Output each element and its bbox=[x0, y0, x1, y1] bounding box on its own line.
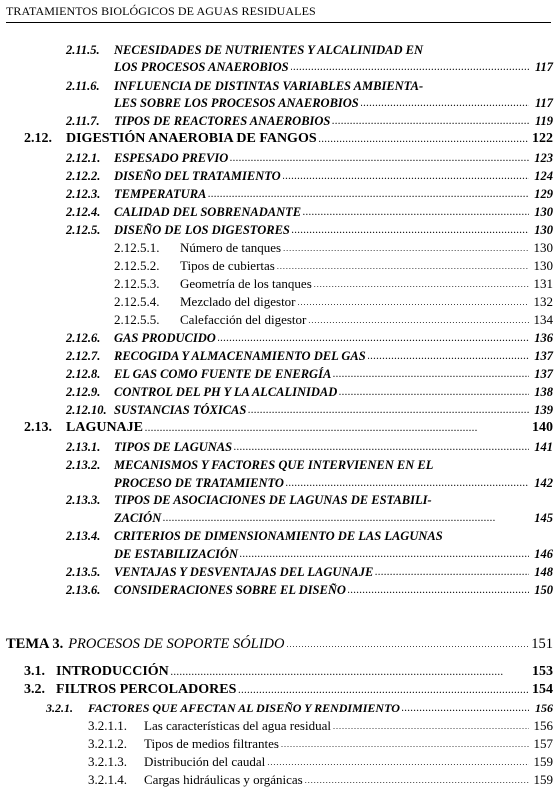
entry-number: 2.12.1. bbox=[66, 151, 101, 165]
entry-title: TIPOS DE REACTORES ANAEROBIOS bbox=[114, 114, 331, 128]
page-number: 140 bbox=[532, 420, 553, 435]
page-number: 122 bbox=[532, 131, 553, 146]
page-number: 130 bbox=[533, 240, 553, 255]
entry-number: 3.2. bbox=[24, 682, 45, 697]
toc-entry-2-12-7[interactable] bbox=[66, 348, 553, 364]
entry-title: SUSTANCIAS TÓXICAS bbox=[114, 403, 247, 417]
dot-leader bbox=[308, 315, 529, 325]
entry-number: 2.13.2. bbox=[66, 458, 101, 472]
page-number: 134 bbox=[533, 312, 553, 327]
dot-leader bbox=[361, 98, 529, 108]
entry-number: 2.12.5.4. bbox=[114, 294, 160, 309]
toc-entry-2-13-1[interactable] bbox=[66, 439, 553, 455]
page-number: 159 bbox=[533, 772, 553, 787]
toc-entry-2-12-3[interactable] bbox=[66, 186, 553, 202]
chapter-label: TEMA 3. bbox=[6, 636, 64, 652]
entry-title: CRITERIOS DE DIMENSIONAMIENTO DE LAS LAGUNAS bbox=[114, 529, 443, 543]
page-number: 132 bbox=[533, 294, 553, 309]
dot-leader bbox=[286, 478, 529, 488]
dot-leader bbox=[375, 567, 529, 577]
dot-leader bbox=[286, 639, 529, 649]
page-number: 117 bbox=[534, 96, 553, 110]
dot-leader bbox=[218, 333, 529, 343]
dot-leader bbox=[319, 134, 529, 144]
entry-number: 2.12. bbox=[24, 131, 52, 146]
header-rule bbox=[6, 22, 551, 23]
entry-title: TEMPERATURA bbox=[114, 187, 207, 201]
entry-title: CONTROL DEL PH Y LA ALCALINIDAD bbox=[114, 385, 338, 399]
page-number: 154 bbox=[532, 682, 553, 697]
entry-title-cont: LES SOBRE LOS PROCESOS ANAEROBIOS bbox=[114, 96, 359, 110]
entry-title: ESPESADO PREVIO bbox=[114, 151, 229, 165]
entry-number: 2.12.9. bbox=[66, 385, 101, 399]
dot-leader bbox=[298, 297, 529, 307]
dot-leader bbox=[230, 153, 529, 163]
toc-entry-2-11-5[interactable] bbox=[66, 42, 530, 58]
toc-entry-2-13-2[interactable] bbox=[66, 457, 530, 473]
entry-title: DISEÑO DEL TRATAMIENTO bbox=[114, 169, 281, 183]
entry-number: 2.12.10. bbox=[66, 403, 107, 417]
entry-title: FACTORES QUE AFECTAN AL DISEÑO Y RENDIMIENTO bbox=[88, 701, 400, 715]
entry-title: CONSIDERACIONES SOBRE EL DISEÑO bbox=[114, 583, 346, 597]
entry-title: GAS PRODUCIDO bbox=[114, 331, 216, 345]
entry-number: 3.2.1.3. bbox=[88, 754, 127, 769]
page-number: 117 bbox=[534, 60, 553, 74]
entry-title-cont: PROCESO DE TRATAMIENTO bbox=[114, 476, 284, 490]
toc-entry-2-13-2-cont[interactable] bbox=[114, 475, 553, 491]
dot-leader bbox=[248, 405, 529, 415]
page-number: 124 bbox=[534, 169, 553, 183]
entry-title: LAGUNAJE bbox=[66, 420, 144, 435]
page-number: 157 bbox=[533, 736, 553, 751]
entry-number: 2.12.5.2. bbox=[114, 258, 160, 273]
entry-title: INTRODUCCIÓN bbox=[56, 664, 169, 679]
toc-entry-2-11-5-cont[interactable] bbox=[114, 59, 553, 75]
dot-leader bbox=[145, 423, 529, 433]
entry-number: 2.13.3. bbox=[66, 493, 101, 507]
entry-title: Distribución del caudal bbox=[144, 754, 266, 769]
toc-entry-2-13-3[interactable] bbox=[66, 492, 530, 508]
entry-title: Tipos de cubiertas bbox=[180, 258, 275, 273]
toc-entry-2-11-6[interactable] bbox=[66, 78, 530, 94]
entry-number: 2.13. bbox=[24, 420, 52, 435]
page-number: 159 bbox=[533, 754, 553, 769]
entry-title: VENTAJAS Y DESVENTAJAS DEL LAGUNAJE bbox=[114, 565, 374, 579]
dot-leader bbox=[332, 116, 529, 126]
entry-title: TIPOS DE LAGUNAS bbox=[114, 440, 233, 454]
page-number: 129 bbox=[534, 187, 553, 201]
page-number: 145 bbox=[534, 511, 553, 525]
toc-entry-2-12-5-2[interactable] bbox=[114, 258, 553, 274]
entry-number: 2.12.3. bbox=[66, 187, 101, 201]
dot-leader bbox=[171, 667, 529, 677]
dot-leader bbox=[402, 703, 529, 713]
toc-entry-3-2-1-2[interactable] bbox=[88, 736, 553, 752]
dot-leader bbox=[333, 369, 529, 379]
dot-leader bbox=[281, 739, 529, 749]
page-number: 153 bbox=[532, 664, 553, 679]
entry-title: DIGESTIÓN ANAEROBIA DE FANGOS bbox=[66, 131, 317, 146]
toc-entry-2-12[interactable] bbox=[24, 131, 553, 147]
page-number: 141 bbox=[534, 440, 553, 454]
dot-leader bbox=[267, 757, 529, 767]
entry-title: CALIDAD DEL SOBRENADANTE bbox=[114, 205, 302, 219]
entry-title-cont: LOS PROCESOS ANAEROBIOS bbox=[114, 60, 289, 74]
entry-number: 2.12.8. bbox=[66, 367, 101, 381]
toc-entry-2-12-5-5[interactable] bbox=[114, 312, 553, 328]
page-number: 150 bbox=[534, 583, 553, 597]
toc-entry-2-12-5-4[interactable] bbox=[114, 294, 553, 310]
page-number: 142 bbox=[534, 476, 553, 490]
entry-number: 2.12.5.1. bbox=[114, 240, 160, 255]
toc-entry-2-12-10[interactable] bbox=[66, 402, 553, 418]
page-number: 119 bbox=[534, 114, 553, 128]
page-number: 137 bbox=[534, 367, 553, 381]
toc-entry-3-2-1-4[interactable] bbox=[88, 772, 553, 788]
dot-leader bbox=[277, 261, 529, 271]
page-number: 156 bbox=[535, 701, 553, 715]
entry-number: 2.11.5. bbox=[66, 43, 100, 57]
page-number: 130 bbox=[533, 258, 553, 273]
page-number: 156 bbox=[533, 718, 553, 733]
dot-leader bbox=[314, 279, 529, 289]
entry-number: 2.13.6. bbox=[66, 583, 101, 597]
toc-entry-2-11-7[interactable] bbox=[66, 113, 553, 129]
page-number: 130 bbox=[534, 205, 553, 219]
toc-entry-2-13-6[interactable] bbox=[66, 582, 553, 598]
toc-entry-3-2-1-3[interactable] bbox=[88, 754, 553, 770]
page-number: 123 bbox=[534, 151, 553, 165]
toc-entry-3-2-1[interactable] bbox=[46, 700, 553, 716]
dot-leader bbox=[292, 225, 529, 235]
entry-number: 2.11.6. bbox=[66, 79, 100, 93]
entry-title-cont: DE ESTABILIZACIÓN bbox=[114, 547, 238, 561]
dot-leader bbox=[208, 189, 529, 199]
page-number: 137 bbox=[534, 349, 553, 363]
entry-title: DISEÑO DE LOS DIGESTORES bbox=[114, 223, 290, 237]
entry-number: 2.12.2. bbox=[66, 169, 101, 183]
entry-number: 2.13.1. bbox=[66, 440, 101, 454]
toc-entry-2-13-5[interactable] bbox=[66, 564, 553, 580]
entry-number: 3.2.1. bbox=[46, 701, 73, 715]
entry-number: 2.13.4. bbox=[66, 529, 101, 543]
entry-title: EL GAS COMO FUENTE DE ENERGÍA bbox=[114, 367, 332, 381]
entry-title: RECOGIDA Y ALMACENAMIENTO DEL GAS bbox=[114, 349, 366, 363]
toc-entry-3-2-1-1[interactable] bbox=[88, 718, 553, 734]
toc-entry-2-13-3-cont[interactable] bbox=[114, 510, 553, 526]
entry-title: INFLUENCIA DE DISTINTAS VARIABLES AMBIENTA- bbox=[114, 79, 424, 93]
toc-entry-2-12-9[interactable] bbox=[66, 384, 553, 400]
entry-title: FILTROS PERCOLADORES bbox=[56, 682, 237, 697]
dot-leader bbox=[348, 585, 529, 595]
toc-entry-2-12-6[interactable] bbox=[66, 330, 553, 346]
entry-number: 3.2.1.4. bbox=[88, 772, 127, 787]
entry-number: 2.12.7. bbox=[66, 349, 101, 363]
toc-entry-2-12-5-3[interactable] bbox=[114, 276, 553, 292]
running-header: TRATAMIENTOS BIOLÓGICOS DE AGUAS RESIDUALES bbox=[6, 4, 316, 18]
entry-number: 3.1. bbox=[24, 664, 45, 679]
page-number: 136 bbox=[534, 331, 553, 345]
entry-title: Número de tanques bbox=[180, 240, 282, 255]
entry-number: 2.13.5. bbox=[66, 565, 101, 579]
page-number: 151 bbox=[531, 636, 553, 652]
entry-title-cont: ZACIÓN bbox=[114, 511, 162, 525]
dot-leader bbox=[283, 171, 529, 181]
entry-title: MECANISMOS Y FACTORES QUE INTERVIENEN EN EL bbox=[114, 458, 434, 472]
page-number: 130 bbox=[534, 223, 553, 237]
entry-title: Tipos de medios filtrantes bbox=[144, 736, 279, 751]
entry-title: Calefacción del digestor bbox=[180, 312, 307, 327]
chapter-title: PROCESOS DE SOPORTE SÓLIDO bbox=[68, 636, 285, 652]
entry-number: 2.12.6. bbox=[66, 331, 101, 345]
toc-entry-2-12-4[interactable] bbox=[66, 204, 553, 220]
entry-title: Cargas hidráulicas y orgánicas bbox=[144, 772, 303, 787]
entry-title: Geometría de los tanques bbox=[180, 276, 312, 291]
dot-leader bbox=[339, 387, 529, 397]
entry-number: 3.2.1.2. bbox=[88, 736, 127, 751]
entry-number: 2.12.5. bbox=[66, 223, 101, 237]
toc-chapter-tema-3[interactable] bbox=[6, 636, 553, 652]
dot-leader bbox=[240, 549, 529, 559]
entry-number: 2.12.5.5. bbox=[114, 312, 160, 327]
toc-entry-2-11-6-cont[interactable] bbox=[114, 95, 553, 111]
page-number: 146 bbox=[534, 547, 553, 561]
page-number: 131 bbox=[533, 276, 553, 291]
toc-entry-2-13-4[interactable] bbox=[66, 528, 530, 544]
entry-number: 3.2.1.1. bbox=[88, 718, 127, 733]
dot-leader bbox=[283, 243, 529, 253]
dot-leader bbox=[163, 513, 529, 523]
dot-leader bbox=[305, 775, 529, 785]
dot-leader bbox=[303, 207, 529, 217]
dot-leader bbox=[291, 62, 529, 72]
entry-number: 2.12.4. bbox=[66, 205, 101, 219]
toc-entry-2-13-4-cont[interactable] bbox=[114, 546, 553, 562]
toc-entry-2-12-5-1[interactable] bbox=[114, 240, 553, 256]
entry-title: NECESIDADES DE NUTRIENTES Y ALCALINIDAD EN bbox=[114, 43, 423, 57]
entry-title: TIPOS DE ASOCIACIONES DE LAGUNAS DE ESTABILI- bbox=[114, 493, 432, 507]
toc-entry-3-2[interactable] bbox=[24, 682, 553, 698]
page-number: 148 bbox=[534, 565, 553, 579]
entry-number: 2.12.5.3. bbox=[114, 276, 160, 291]
dot-leader bbox=[234, 442, 529, 452]
toc-entry-2-13[interactable] bbox=[24, 420, 553, 436]
dot-leader bbox=[368, 351, 529, 361]
entry-number: 2.11.7. bbox=[66, 114, 100, 128]
toc-entry-2-12-5[interactable] bbox=[66, 222, 553, 238]
page-number: 138 bbox=[534, 385, 553, 399]
entry-title: Mezclado del digestor bbox=[180, 294, 296, 309]
toc-entry-2-12-8[interactable] bbox=[66, 366, 553, 382]
dot-leader bbox=[333, 721, 529, 731]
page-number: 139 bbox=[534, 403, 553, 417]
toc-entry-2-12-2[interactable] bbox=[66, 168, 553, 184]
entry-title: Las características del agua residual bbox=[144, 718, 331, 733]
toc-entry-2-12-1[interactable] bbox=[66, 150, 553, 166]
toc-entry-3-1[interactable] bbox=[24, 664, 553, 680]
dot-leader bbox=[238, 685, 529, 695]
